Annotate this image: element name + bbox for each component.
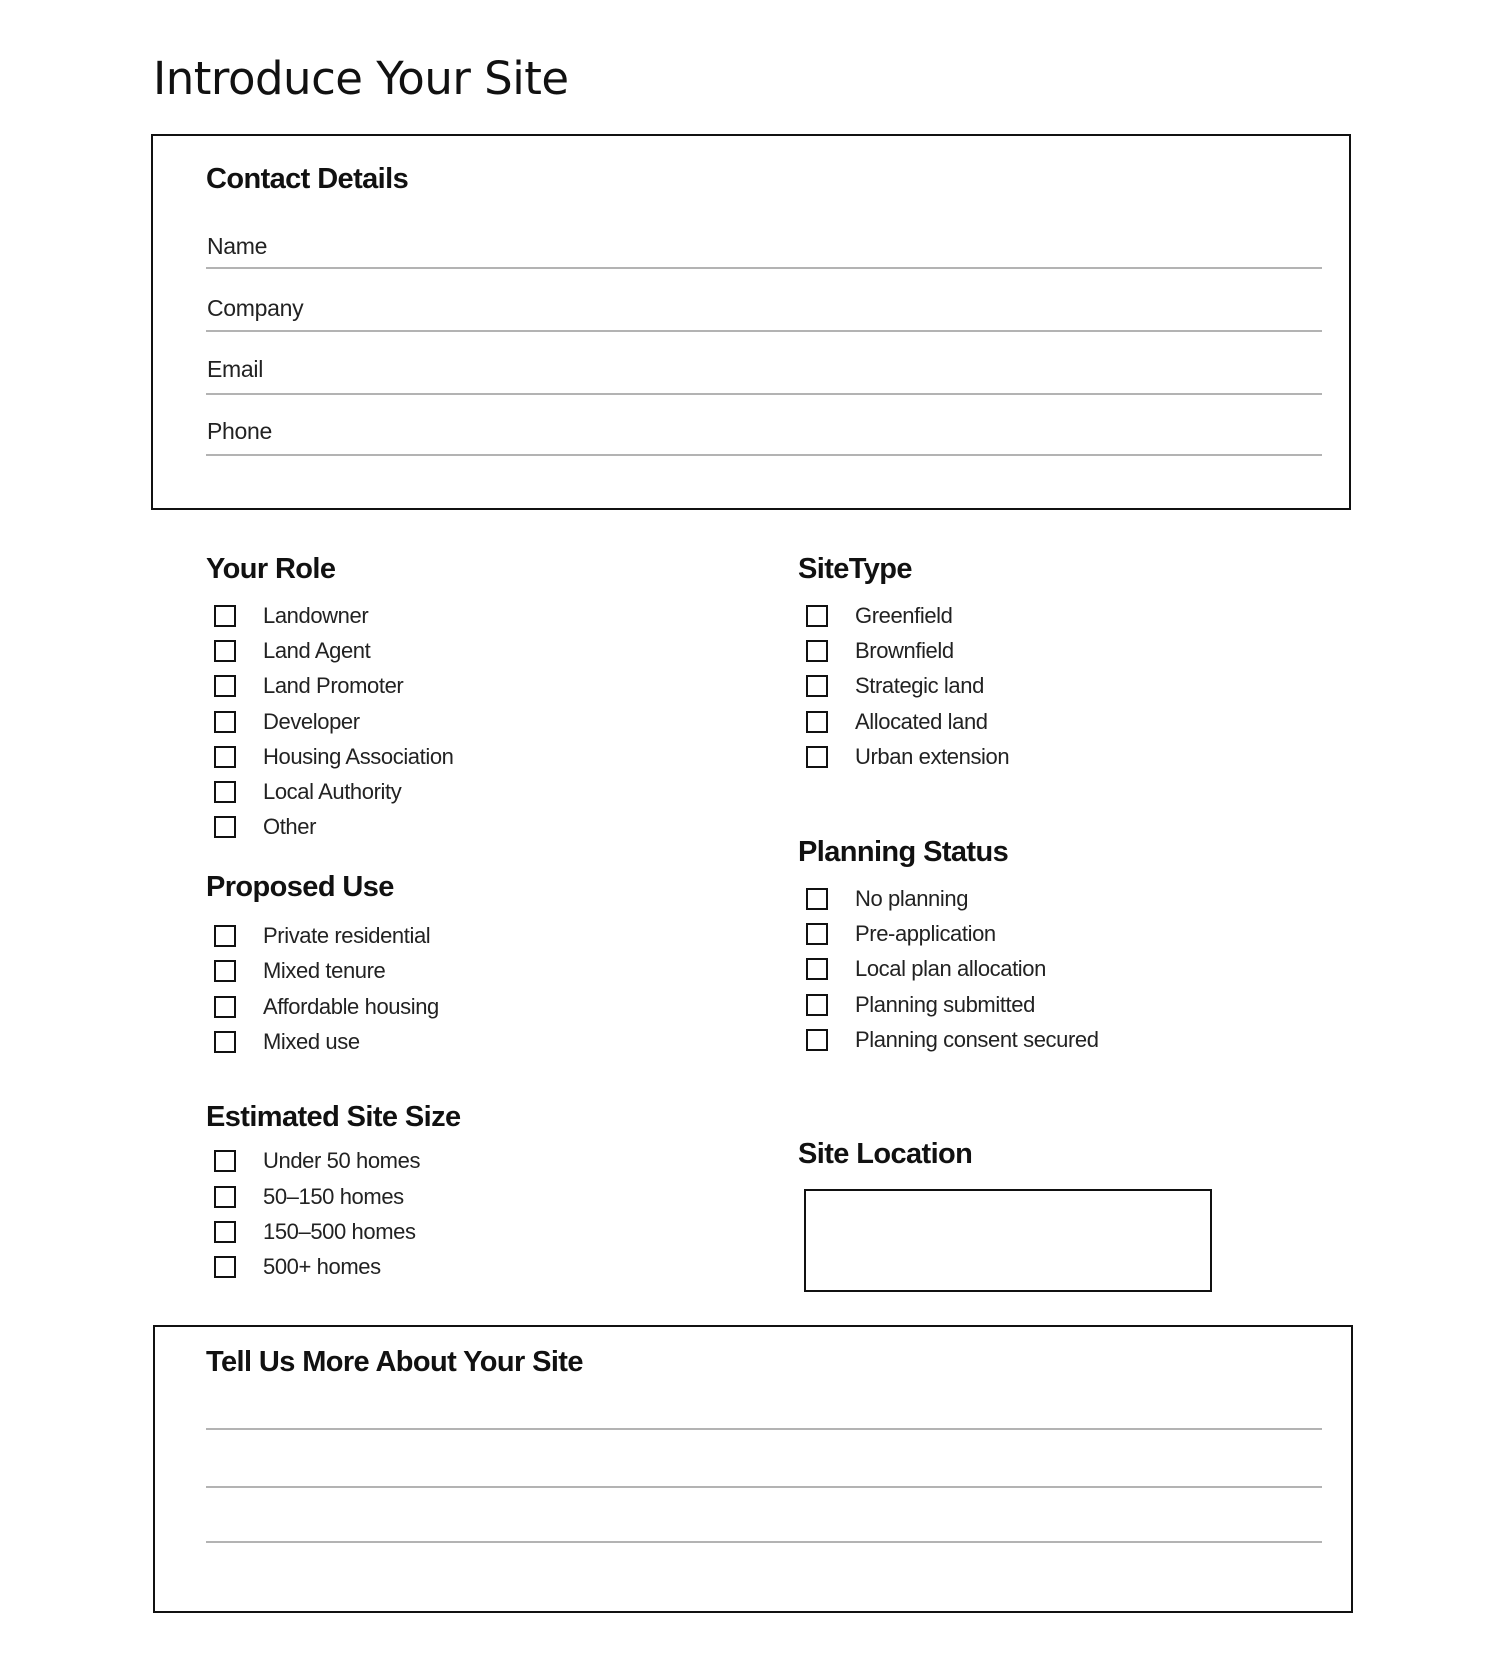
site-type-checkbox[interactable]: [806, 640, 828, 662]
proposed-use-option-private-residential[interactable]: [214, 921, 430, 951]
site-type-option-label: Allocated land: [855, 709, 988, 734]
site-size-checkbox[interactable]: [214, 1186, 236, 1208]
role-option-developer[interactable]: [214, 707, 360, 737]
site-size-option-500-plus[interactable]: [214, 1252, 381, 1282]
page-title: Introduce Your Site: [153, 52, 569, 105]
company-field[interactable]: [206, 316, 1322, 332]
role-option-local-authority[interactable]: [214, 777, 401, 807]
proposed-use-option-label: Private residential: [263, 923, 431, 948]
role-option-label: Developer: [263, 709, 360, 734]
site-size-title: Estimated Site Size: [206, 1101, 461, 1133]
planning-status-option-label: Planning submitted: [855, 992, 1035, 1017]
planning-status-checkbox[interactable]: [806, 888, 828, 910]
site-size-option-150-500[interactable]: [214, 1217, 416, 1247]
role-option-label: Land Agent: [263, 638, 371, 663]
planning-status-option-label: No planning: [855, 886, 969, 911]
site-location-field[interactable]: [804, 1189, 1212, 1292]
planning-status-option-planning-submitted[interactable]: [806, 990, 1035, 1020]
site-type-option-label: Brownfield: [855, 638, 954, 663]
planning-status-option-pre-application[interactable]: [806, 919, 996, 949]
site-size-option-under-50[interactable]: [214, 1146, 420, 1176]
site-type-checkbox[interactable]: [806, 746, 828, 768]
phone-label: Phone: [207, 418, 273, 444]
role-checkbox[interactable]: [214, 746, 236, 768]
planning-status-option-label: Pre-application: [855, 921, 996, 946]
site-type-title: SiteType: [798, 553, 912, 585]
site-type-option-label: Strategic land: [855, 673, 984, 698]
site-location-title: Site Location: [798, 1138, 973, 1170]
site-type-option-greenfield[interactable]: [806, 601, 953, 631]
proposed-use-option-label: Mixed use: [263, 1029, 360, 1054]
site-type-checkbox[interactable]: [806, 605, 828, 627]
role-checkbox[interactable]: [214, 675, 236, 697]
phone-field[interactable]: [206, 440, 1322, 456]
planning-status-option-label: Planning consent secured: [855, 1027, 1099, 1052]
planning-status-checkbox[interactable]: [806, 923, 828, 945]
site-size-checkbox[interactable]: [214, 1256, 236, 1278]
role-checkbox[interactable]: [214, 781, 236, 803]
site-type-option-label: Greenfield: [855, 603, 953, 628]
role-option-label: Housing Association: [263, 744, 454, 769]
role-option-label: Landowner: [263, 603, 369, 628]
your-role-title: Your Role: [206, 553, 336, 585]
site-type-option-strategic-land[interactable]: [806, 671, 984, 701]
planning-status-checkbox[interactable]: [806, 958, 828, 980]
role-checkbox[interactable]: [214, 711, 236, 733]
role-option-other[interactable]: [214, 812, 316, 842]
role-option-label: Other: [263, 814, 317, 839]
name-field[interactable]: [206, 253, 1322, 269]
role-option-land-promoter[interactable]: [214, 671, 403, 701]
proposed-use-option-affordable-housing[interactable]: [214, 992, 439, 1022]
proposed-use-checkbox[interactable]: [214, 1031, 236, 1053]
role-option-housing-association[interactable]: [214, 742, 454, 772]
company-label: Company: [207, 295, 304, 321]
role-checkbox[interactable]: [214, 640, 236, 662]
proposed-use-option-mixed-use[interactable]: [214, 1027, 360, 1057]
tell-us-more-title: Tell Us More About Your Site: [206, 1346, 583, 1378]
planning-status-option-local-plan-allocation[interactable]: [806, 954, 1046, 984]
site-type-checkbox[interactable]: [806, 675, 828, 697]
site-size-option-50-150[interactable]: [214, 1182, 404, 1212]
site-type-option-label: Urban extension: [855, 744, 1010, 769]
site-size-option-label: 150–500 homes: [263, 1219, 416, 1244]
tell-us-more-line: [206, 1486, 1322, 1488]
site-type-option-urban-extension[interactable]: [806, 742, 1009, 772]
site-size-checkbox[interactable]: [214, 1221, 236, 1243]
proposed-use-title: Proposed Use: [206, 871, 394, 903]
planning-status-option-label: Local plan allocation: [855, 956, 1046, 981]
planning-status-title: Planning Status: [798, 836, 1009, 868]
planning-status-checkbox[interactable]: [806, 1029, 828, 1051]
name-label: Name: [207, 233, 268, 259]
site-type-option-allocated-land[interactable]: [806, 707, 988, 737]
tell-us-more-line: [206, 1428, 1322, 1430]
role-option-label: Local Authority: [263, 779, 402, 804]
site-size-option-label: 500+ homes: [263, 1254, 381, 1279]
proposed-use-checkbox[interactable]: [214, 996, 236, 1018]
role-option-landowner[interactable]: [214, 601, 368, 631]
proposed-use-checkbox[interactable]: [214, 925, 236, 947]
site-type-option-brownfield[interactable]: [806, 636, 954, 666]
site-size-option-label: 50–150 homes: [263, 1184, 404, 1209]
planning-status-checkbox[interactable]: [806, 994, 828, 1016]
contact-details-title: Contact Details: [206, 163, 409, 195]
role-checkbox[interactable]: [214, 816, 236, 838]
site-type-checkbox[interactable]: [806, 711, 828, 733]
email-field[interactable]: [206, 379, 1322, 395]
site-size-option-label: Under 50 homes: [263, 1148, 421, 1173]
proposed-use-option-mixed-tenure[interactable]: [214, 956, 385, 986]
role-option-land-agent[interactable]: [214, 636, 370, 666]
role-option-label: Land Promoter: [263, 673, 404, 698]
planning-status-option-planning-consent-secured[interactable]: [806, 1025, 1099, 1055]
planning-status-option-no-planning[interactable]: [806, 884, 968, 914]
tell-us-more-line: [206, 1541, 1322, 1543]
email-label: Email: [207, 356, 264, 382]
site-size-checkbox[interactable]: [214, 1150, 236, 1172]
proposed-use-option-label: Mixed tenure: [263, 958, 386, 983]
proposed-use-option-label: Affordable housing: [263, 994, 439, 1019]
role-checkbox[interactable]: [214, 605, 236, 627]
proposed-use-checkbox[interactable]: [214, 960, 236, 982]
